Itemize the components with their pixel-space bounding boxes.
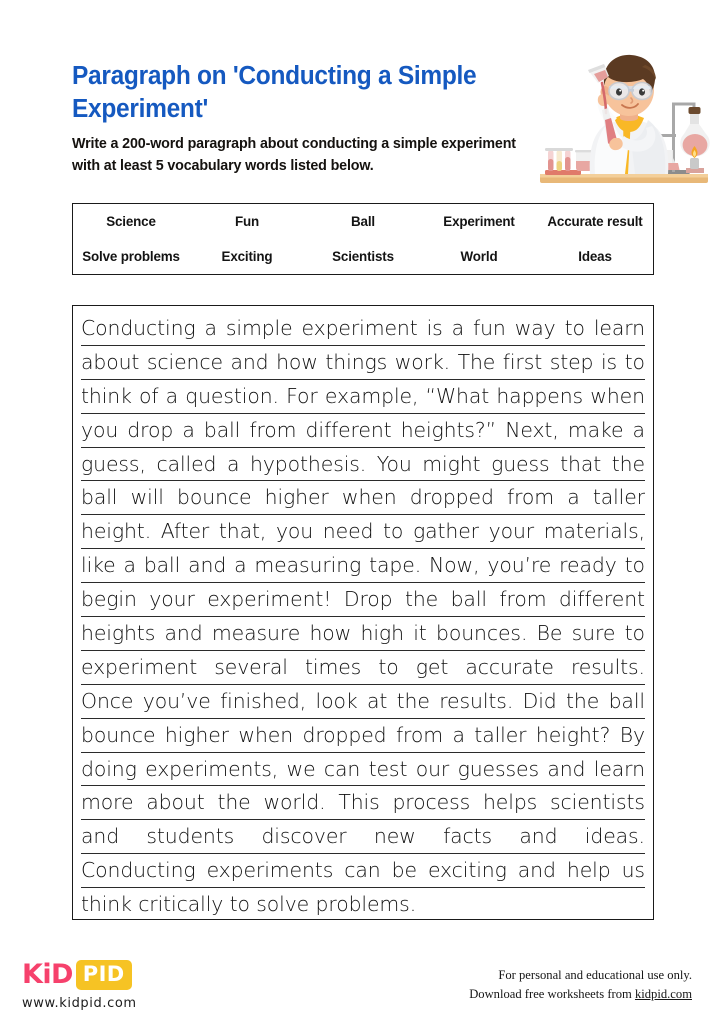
writing-line: bounce higher when dropped from a taller height? By <box>81 719 645 753</box>
writing-line: like a ball and a measuring tape. Now, you’re ready to <box>81 549 645 583</box>
boy-scientist-lab-illustration <box>514 46 722 196</box>
writing-line: doing experiments, we can test our guesses and learn <box>81 753 645 787</box>
table-row <box>73 204 653 239</box>
writing-line: Conducting experiments can be exciting and help us <box>81 854 645 888</box>
vocab-word: Accurate result <box>547 214 643 229</box>
kidpid-logo[interactable] <box>22 960 137 1011</box>
footer-usage-note <box>469 966 692 1003</box>
writing-line: more about the world. This process helps scientists <box>81 786 645 820</box>
writing-answer-box[interactable] <box>72 305 654 920</box>
logo-mark <box>22 960 137 989</box>
footer-note-prefix: Download free worksheets from <box>469 986 635 1001</box>
table-row <box>73 239 653 274</box>
vocabulary-word-bank <box>72 203 654 275</box>
writing-line: experiment several times to get accurate results. <box>81 651 645 685</box>
page-title: Paragraph on 'Conducting a Simple Experiment' <box>72 62 477 123</box>
vocab-word: Ideas <box>578 249 612 264</box>
writing-line: you drop a ball from different heights?” Next, make a <box>81 414 645 448</box>
vocab-word: Ball <box>351 214 375 229</box>
writing-line: Once you’ve finished, look at the results. Did the ball <box>81 685 645 719</box>
writing-line: begin your experiment! Drop the ball from different <box>81 583 645 617</box>
writing-line: guess, called a hypothesis. You might guess that the <box>81 448 645 482</box>
vocab-word: Exciting <box>221 249 273 264</box>
logo-kid-text: KiD <box>22 959 73 990</box>
writing-line: and students discover new facts and ideas. <box>81 820 645 854</box>
vocab-word: Fun <box>234 214 260 229</box>
vocabulary-table <box>73 204 653 274</box>
writing-line: heights and measure how high it bounces. Be sure to <box>81 617 645 651</box>
vocab-word: Scientists <box>332 249 394 264</box>
vocab-word: Solve problems <box>82 249 180 264</box>
worksheet-header <box>72 60 524 178</box>
writing-line: height. After that, you need to gather your materials, <box>81 515 645 549</box>
logo-website-url: www.kidpid.com <box>22 996 137 1011</box>
vocab-word: Science <box>106 214 156 229</box>
page-instructions: Write a 200-word paragraph about conducting a simple experiment with at least 5 vocabulary words listed below. <box>72 136 516 174</box>
writing-line: about science and how things work. The first step is to <box>81 346 645 380</box>
writing-line: ball will bounce higher when dropped from a taller <box>81 481 645 515</box>
writing-line: think critically to solve problems. <box>81 888 645 920</box>
writing-line: think of a question. For example, “What happens when <box>81 380 645 414</box>
vocab-word: World <box>460 249 498 264</box>
kidpid-link[interactable]: kidpid.com <box>634 986 692 1001</box>
footer-note-line-1: For personal and educational use only. <box>498 968 692 982</box>
vocab-word: Experiment <box>443 214 515 229</box>
logo-pid-badge: PID <box>76 960 132 990</box>
footer-note-line-2 <box>469 985 692 1004</box>
ruled-lines-container <box>73 306 653 920</box>
page-footer <box>0 952 724 1024</box>
writing-line: Conducting a simple experiment is a fun way to learn <box>81 312 645 346</box>
